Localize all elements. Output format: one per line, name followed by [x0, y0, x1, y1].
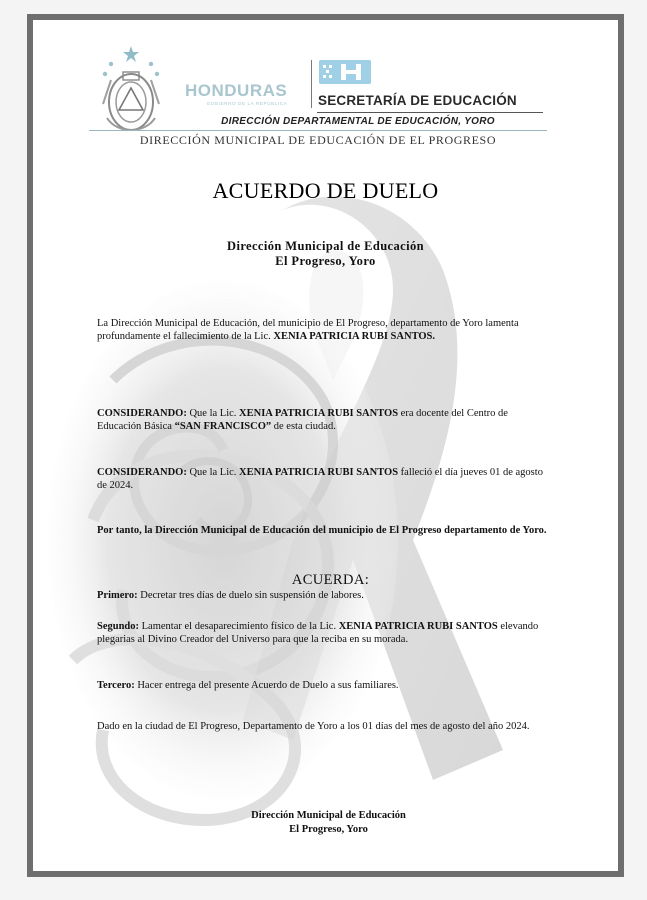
department-office: DIRECCIÓN DEPARTAMENTAL DE EDUCACIÓN, YORO [221, 116, 495, 127]
secretariat-title: SECRETARÍA DE EDUCACIÓN [318, 93, 517, 108]
segundo-text-a: Lamentar el desaparecimiento físico de la Lic. [139, 621, 339, 632]
considerando2-text-a: Que la Lic. [186, 467, 240, 478]
municipal-office: DIRECCIÓN MUNICIPAL DE EDUCACIÓN DE EL PROGRESO [139, 133, 497, 147]
segundo-label: Segundo: [97, 621, 140, 632]
considerando-label: CONSIDERANDO: [97, 408, 187, 419]
issuer-line: Dirección Municipal de Educación [227, 239, 424, 253]
issuer-location: El Progreso, Yoro [275, 254, 376, 268]
considerando-paragraph-2 [97, 466, 547, 492]
header-rule [89, 130, 547, 131]
signature-location: El Progreso, Yoro [289, 823, 368, 835]
considerando1-text-c: de esta ciudad. [271, 421, 336, 433]
intro-text: La Dirección Municipal de Educación, del municipio de El Progreso, departamento de Yoro lamenta profundamente el fallecimiento de la Lic. [97, 318, 519, 343]
honduras-brand: HONDURAS [185, 81, 288, 100]
document-title: ACUERDO DE DUELO [212, 178, 439, 203]
signature-office: Dirección Municipal de Educación [251, 810, 406, 821]
letterhead [33, 20, 618, 160]
primero-text: Decretar tres días de duelo sin suspensión de labores. [137, 590, 364, 601]
considerando2-text-b: falleció el día jueves 01 de agosto de 2024. [97, 467, 543, 492]
secretariat-underline [317, 112, 543, 113]
por-tanto-paragraph: Por tanto, la Dirección Municipal de Educación del municipio de El Progreso departamento de Yoro. [97, 525, 547, 536]
tercero-text: Hacer entrega del presente Acuerdo de Duelo a sus familiares. [134, 680, 399, 691]
segundo-clause [97, 620, 547, 646]
considerando-label: CONSIDERANDO: [97, 467, 187, 478]
deceased-name: XENIA PATRICIA RUBI SANTOS [273, 331, 433, 343]
deceased-name: XENIA PATRICIA RUBI SANTOS [239, 467, 399, 478]
primero-clause [97, 589, 547, 602]
primero-label: Primero: [97, 590, 138, 601]
considerando1-text-b: era docente del Centro de Educación Básica [97, 408, 508, 433]
deceased-name: XENIA PATRICIA RUBI SANTOS [239, 408, 399, 419]
tercero-label: Tercero: [97, 680, 135, 691]
dado-paragraph: Dado en la ciudad de El Progreso, Departamento de Yoro a los 01 días del mes de agosto del año 2024. [97, 721, 530, 732]
honduras-flag-icon [319, 60, 371, 84]
issuer-block [33, 239, 618, 269]
document-frame [27, 14, 624, 877]
acuerda-heading: ACUERDA: [291, 572, 370, 588]
tercero-clause [97, 679, 547, 692]
brand-divider [311, 60, 312, 108]
intro-paragraph [97, 317, 547, 343]
honduras-coat-of-arms-icon [97, 44, 165, 140]
signature-block [33, 809, 624, 836]
rose-icon [48, 280, 398, 820]
honduras-tagline: GOBIERNO DE LA REPÚBLICA [206, 101, 288, 106]
considerando-paragraph-1 [97, 407, 547, 433]
school-name: “SAN FRANCISCO” [174, 421, 272, 433]
intro-end: . [432, 331, 436, 343]
segundo-text-b: elevando plegarias al Divino Creador del Universo para que la reciba en su morada. [97, 621, 539, 646]
deceased-name: XENIA PATRICIA RUBI SANTOS [338, 621, 498, 632]
considerando1-text-a: Que la Lic. [186, 408, 240, 419]
